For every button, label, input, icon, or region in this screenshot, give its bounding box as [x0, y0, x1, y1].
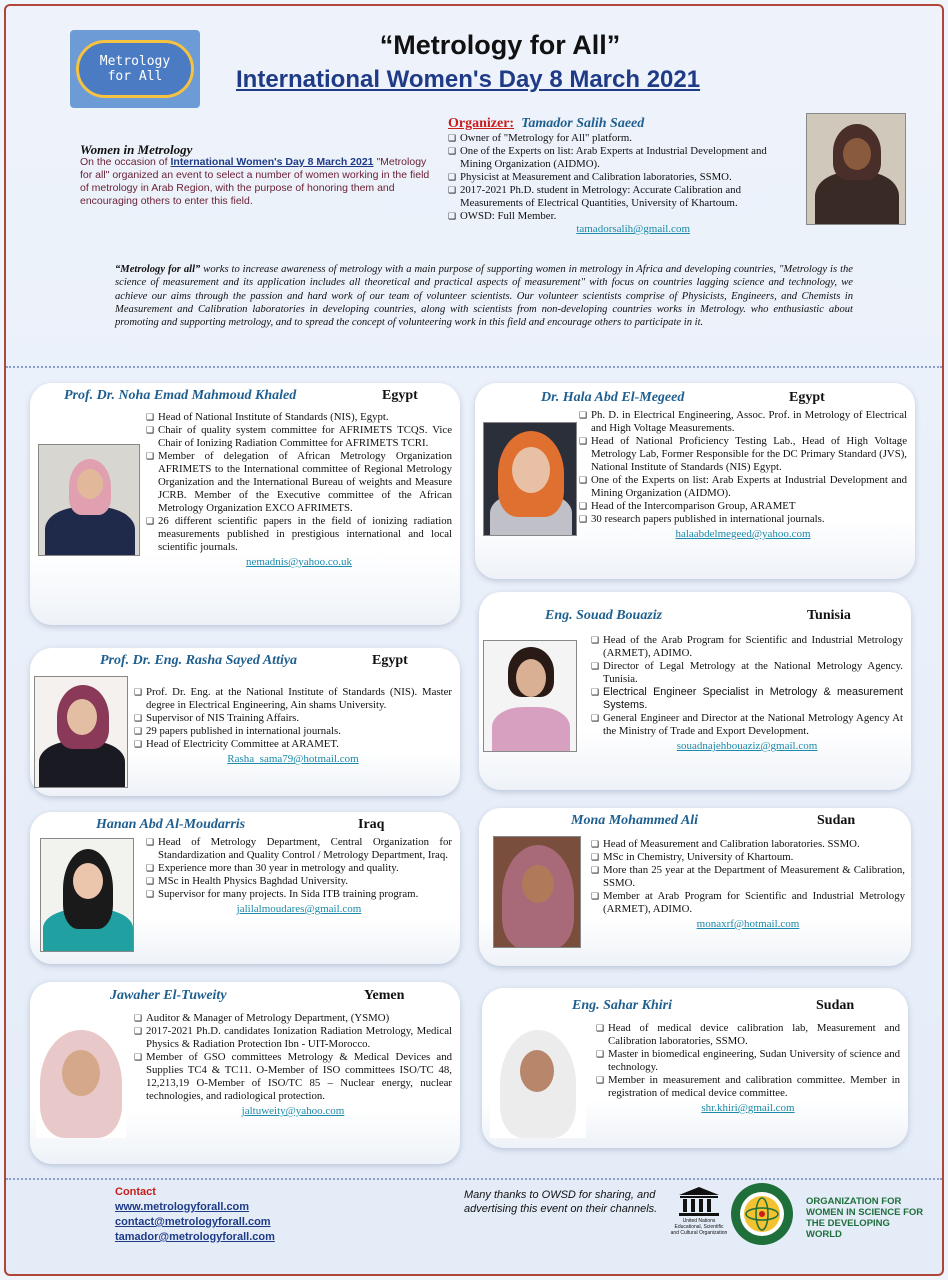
profile-photo-sahar	[490, 1026, 586, 1138]
profile-item: ❑ Prof. Dr. Eng. at the National Institute of Standards (NIS). Master degree in Electrical Engineering, Ain shams University.	[134, 686, 452, 712]
profile-name: Prof. Dr. Noha Emad Mahmoud Khaled	[64, 388, 297, 403]
poster-title: “Metrology for All”	[379, 30, 621, 60]
profile-country: Sudan	[816, 998, 855, 1013]
profile-item: ❑ More than 25 year at the Department of Measurement & Calibration, SSMO.	[591, 864, 905, 890]
owsd-seal-icon	[730, 1182, 794, 1246]
profile-body	[591, 634, 903, 753]
profile-country: Yemen	[364, 988, 405, 1003]
about-text: works to increase awareness of metrology with a main purpose of supporting women in metrology in Africa and developing countries, "Metrology is the science of measurement and its application includes all theoretical and practical aspects of measurement" with focus on countries lagging science and technology, we achieve our aims through the passion and hard work of our team of volunteer scientists. Our volunteer scientists comprise of Physicists, Engineers, and Chemists in Measurement and Calibration laboratories in developing countries, along with scientists from non-developing countries works in Metrology. who enthusiastic about promoting and supporting metrology, and to spread the concept of volunteering work in this field and encourage others to participate in it.	[115, 264, 854, 329]
profile-item: ❑ Head of the Arab Program for Scientific and Industrial Metrology (ARMET), ADIMO.	[591, 634, 903, 660]
profile-photo-noha	[38, 444, 140, 556]
intro-section	[80, 143, 440, 208]
profile-body	[596, 1022, 900, 1115]
profile-name: Hanan Abd Al-Moudarris	[96, 817, 246, 832]
profile-item: ❑ Experience more than 30 year in metrology and quality.	[146, 862, 452, 875]
contact-email-link[interactable]: contact@metrologyforall.com	[115, 1216, 271, 1228]
unesco-text: United Nations Educational, Scientific and Cultural Organization	[670, 1218, 728, 1236]
profile-country: Sudan	[817, 813, 856, 828]
profile-list	[591, 634, 903, 738]
logo-line-2: for All	[107, 69, 163, 84]
profile-item: ❑ 30 research papers published in international journals.	[579, 513, 907, 526]
profile-list	[146, 411, 452, 554]
profile-item: ❑ Head of Electricity Committee at ARAMET.	[134, 738, 452, 751]
profile-country: Iraq	[358, 817, 385, 832]
profile-name: Prof. Dr. Eng. Rasha Sayed Attiya	[100, 653, 298, 668]
profile-item: ❑ Head of National Institute of Standards (NIS), Egypt.	[146, 411, 452, 424]
profile-item: ❑ MSc in Health Physics Baghdad University.	[146, 875, 452, 888]
profile-item: ❑ 2017-2021 Ph.D. candidates Ionization Radiation Metrology, Medical Physics & Radiation Protection Ibn - UIT-Morocco.	[134, 1025, 452, 1051]
profile-item: ❑ One of the Experts on list: Arab Experts at Industrial Development and Mining Organization (AIDMO).	[579, 474, 907, 500]
profile-item: ❑ Head of medical device calibration lab, Measurement and Calibration laboratories, SSMO.	[596, 1022, 900, 1048]
profile-list	[579, 409, 907, 526]
metrology-for-all-logo	[70, 30, 200, 108]
profile-list	[596, 1022, 900, 1100]
profile-item: ❑ Head of Metrology Department, Central Organization for Standardization and Quality Control / Metrology Department, Iraq.	[146, 836, 452, 862]
profile-item: ❑ Head of the Intercomparison Group, ARAMET	[579, 500, 907, 513]
organizer-item: ❑ 2017-2021 Ph.D. student in Metrology: Accurate Calibration and Measurements of Electrical Quantities, University of Khartoum.	[448, 184, 798, 210]
organizer-label: Organizer:	[448, 116, 515, 131]
profile-item: ❑ 29 papers published in international journals.	[134, 725, 452, 738]
profile-item: ❑ 26 different scientific papers in the field of ionizing radiation measurements published in prestigious international and local scientific journals.	[146, 515, 452, 554]
profile-photo-hanan	[40, 838, 134, 952]
unesco-logo	[670, 1186, 728, 1236]
profile-country: Egypt	[372, 653, 408, 668]
profile-body	[146, 411, 452, 569]
section-divider	[6, 366, 942, 369]
footer-divider	[6, 1178, 942, 1180]
profile-body	[579, 409, 907, 541]
profile-body	[134, 686, 452, 766]
profile-name: Jawaher El-Tuweity	[110, 988, 227, 1003]
poster-subtitle: International Women's Day 8 March 2021	[236, 66, 701, 93]
intro-text-before: On the occasion of	[80, 156, 168, 168]
unesco-temple-icon	[677, 1186, 721, 1216]
profile-photo-hala	[483, 422, 577, 536]
owsd-name: ORGANIZATION FOR WOMEN IN SCIENCE FOR THE DEVELOPING WORLD	[806, 1196, 924, 1240]
profile-country: Egypt	[789, 390, 825, 405]
organizer-heading	[448, 117, 798, 130]
profile-email-link[interactable]: shr.khiri@gmail.com	[701, 1102, 795, 1114]
profile-item: ❑ Member of GSO committees Metrology & Medical Devices and Supplies TC4 & TC11. O-Member of ISO committees ISO/TC 48, 12,213,19 O-Member of ISO/TC 85 – Nuclear energy, nuclear technologies, and radiological protection.	[134, 1051, 452, 1103]
logo-line-1: Metrology	[99, 54, 171, 69]
organizer-item: ❑ Physicist at Measurement and Calibration laboratories, SSMO.	[448, 171, 798, 184]
profile-photo-rasha	[34, 676, 128, 788]
about-paragraph	[115, 263, 853, 329]
organizer-email-link[interactable]: tamadorsalih@gmail.com	[576, 223, 690, 235]
profile-list	[134, 686, 452, 751]
profile-country: Tunisia	[807, 608, 851, 623]
organizer-item: ❑ Owner of "Metrology for All" platform.	[448, 132, 798, 145]
profile-email-link[interactable]: halaabdelmegeed@yahoo.com	[675, 528, 811, 540]
profile-item: ❑ Master in biomedical engineering, Sudan University of science and technology.	[596, 1048, 900, 1074]
profile-name: Mona Mohammed Ali	[571, 813, 699, 828]
profile-body	[134, 1012, 452, 1118]
profile-item: ❑ Chair of quality system committee for AFRIMETS TCQS. Vice Chair of Ionizing Radiation Committee for AFRIMETS TCRI.	[146, 424, 452, 450]
about-lead: “Metrology for all”	[115, 264, 201, 275]
profile-country: Egypt	[382, 388, 418, 403]
profile-item: ❑ Supervisor for many projects. In Sida ITB training program.	[146, 888, 452, 901]
intro-text-after: "Metrology for all" organized an event to select a number of women working in the field of metrology in Arab Region, with the purpose of honoring them and encouraging others to enter this field.	[80, 156, 430, 207]
profile-email-link[interactable]: jalilalmoudares@gmail.com	[236, 903, 362, 915]
thanks-note: Many thanks to OWSD for sharing, and advertising this event on their channels.	[464, 1189, 658, 1215]
contact-section	[115, 1185, 275, 1245]
profile-list	[134, 1012, 452, 1103]
organizer-item: ❑ OWSD: Full Member.	[448, 210, 798, 223]
profile-item: ❑ Ph. D. in Electrical Engineering, Assoc. Prof. in Metrology of Electrical and High Voltage Measurements.	[579, 409, 907, 435]
profile-item: ❑ Member in measurement and calibration committee. Member in registration of medical device committee.	[596, 1074, 900, 1100]
profile-name: Eng. Souad Bouaziz	[545, 608, 663, 623]
logo-badge	[76, 40, 194, 98]
profile-item: ❑ Member of delegation of African Metrology Organization AFRIMETS to the International committee of Regional Metrology Organization and the International Bureau of weights and Measure JCRB. Member of the Executive committee of the African Metrology Organization EXCO AFRIMETS.	[146, 450, 452, 515]
organizer-section	[448, 117, 798, 236]
profile-photo-mona	[493, 836, 581, 948]
website-link[interactable]: www.metrologyforall.com	[115, 1201, 250, 1213]
profile-list	[146, 836, 452, 901]
profile-email-link[interactable]: monaxrf@hotmail.com	[696, 918, 800, 930]
profile-photo-jawaher	[36, 1026, 126, 1138]
profile-email-link[interactable]: Rasha_sama79@hotmail.com	[227, 753, 359, 765]
profile-item: ❑ Electrical Engineer Specialist in Metrology & measurement Systems.	[591, 686, 903, 712]
profile-name: Dr. Hala Abd El-Megeed	[541, 390, 685, 405]
organizer-photo	[806, 113, 906, 225]
profile-photo-souad	[483, 640, 577, 752]
organizer-list	[448, 132, 798, 223]
profile-item: ❑ Member at Arab Program for Scientific and Industrial Metrology (ARMET), ADIMO.	[591, 890, 905, 916]
intro-heading: Women in Metrology	[80, 142, 193, 157]
tamador-email-link[interactable]: tamador@metrologyforall.com	[115, 1231, 275, 1243]
organizer-item: ❑ One of the Experts on list: Arab Experts at Industrial Development and Mining Organization (AIDMO).	[448, 145, 798, 171]
profile-item: ❑ Head of National Proficiency Testing Lab., Head of High Voltage Metrology Lab, Former Responsible for the DC Primary Standard (JVS), National Institute of Standards (NIS) Egypt.	[579, 435, 907, 474]
profile-email-link[interactable]: jaltuweity@yahoo.com	[241, 1105, 345, 1117]
profile-item: ❑ Head of Measurement and Calibration laboratories. SSMO.	[591, 838, 905, 851]
intro-link[interactable]: International Women's Day 8 March 2021	[170, 156, 374, 168]
profile-item: ❑ Director of Legal Metrology at the National Metrology Agency. Tunisia.	[591, 660, 903, 686]
profile-name: Eng. Sahar Khiri	[572, 998, 672, 1013]
profile-email-link[interactable]: souadnajehbouaziz@gmail.com	[676, 740, 818, 752]
contact-title: Contact	[115, 1186, 156, 1198]
profile-list	[591, 838, 905, 916]
profile-body	[591, 838, 905, 931]
profile-item: ❑ General Engineer and Director at the National Metrology Agency At the Ministry of Trade and Export Development.	[591, 712, 903, 738]
profile-item: ❑ MSc in Chemistry, University of Khartoum.	[591, 851, 905, 864]
profile-item: ❑ Auditor & Manager of Metrology Department, (YSMO)	[134, 1012, 452, 1025]
profile-body	[146, 836, 452, 916]
organizer-name: Tamador Salih Saeed	[521, 116, 645, 131]
profile-email-link[interactable]: nemadnis@yahoo.co.uk	[245, 556, 353, 568]
profile-item: ❑ Supervisor of NIS Training Affairs.	[134, 712, 452, 725]
